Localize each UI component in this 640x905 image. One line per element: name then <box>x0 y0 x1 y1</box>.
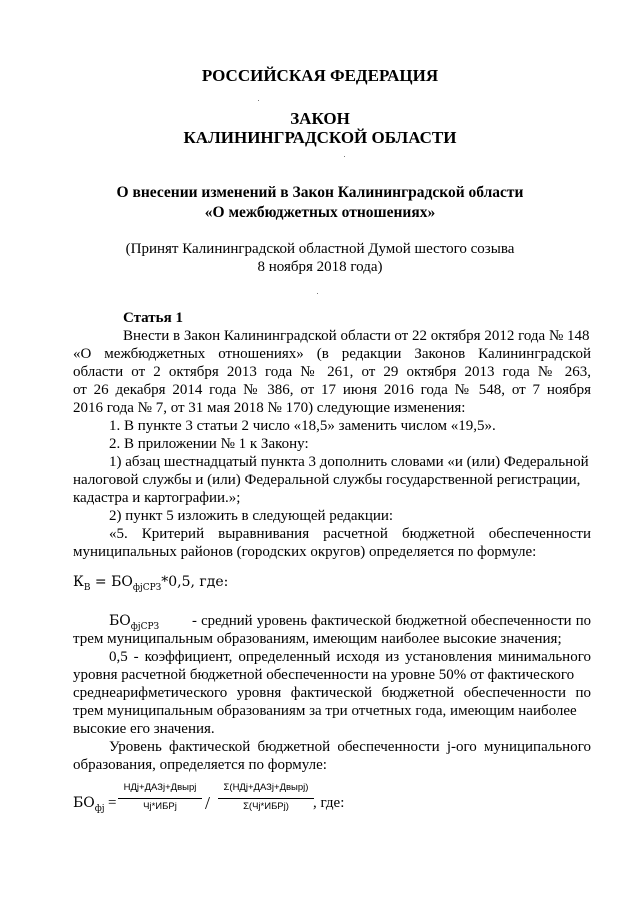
article-line: области от 2 октября 2013 года № 261, от 29 октября 2013 года № 263, <box>73 364 591 380</box>
scan-speck <box>258 100 259 101</box>
article-line: 1. В пункте 3 статьи 2 число «18,5» заменить числом «19,5». <box>109 418 496 434</box>
formula-bo-eq: = <box>108 795 117 811</box>
definition-line: образования, определяется по формуле: <box>73 757 327 773</box>
region-heading: КАЛИНИНГРАДСКОЙ ОБЛАСТИ <box>183 128 457 147</box>
definition-line: трем муниципальным образованиям за три отчетных года, имеющим наиболее <box>73 703 577 719</box>
definition-line: трем муниципальным образованиям, имеющим наиболее высокие значения; <box>73 631 562 647</box>
article-line: 1) абзац шестнадцатый пункта 3 дополнить словами «и (или) Федеральной <box>109 454 589 470</box>
article-line: 2. В приложении № 1 к Закону: <box>109 436 309 452</box>
article-line: Внести в Закон Калининградской области от 22 октября 2012 года № 148 <box>123 328 590 344</box>
formula-kv-rest: *0,5, где: <box>161 574 229 590</box>
formula-kv <box>73 574 228 593</box>
definition-line: уровня расчетной бюджетной обеспеченности на уровне 50% от фактического <box>73 667 575 683</box>
article-line: «5. Критерий выравнивания расчетной бюджетной обеспеченности <box>109 526 591 542</box>
definition-line: среднеарифметического уровня фактической бюджетной обеспеченности по <box>73 685 591 701</box>
formula-kv-eq: = БО <box>90 574 133 590</box>
law-heading: ЗАКОН <box>290 109 350 128</box>
fraction2-denominator: Σ(Чj*ИБРj) <box>243 801 289 812</box>
definition-line: Уровень фактической бюджетной обеспеченности j-ого муниципального <box>109 739 591 755</box>
definition-line: высокие его значения. <box>73 721 215 737</box>
formula-kv-lhs: К <box>73 574 84 590</box>
fraction2-bar <box>218 798 314 799</box>
adoption-note-line2: 8 ноября 2018 года) <box>257 259 383 275</box>
article-line: налоговой службы и (или) Федеральной службы государственной регистрации, <box>73 472 581 488</box>
scan-speck <box>317 293 318 294</box>
formula-bo-lhs-text: БО <box>73 795 95 811</box>
formula-kv-lhs-sub: В <box>83 582 91 593</box>
definition-line: - средний уровень фактической бюджетной обеспеченности по <box>192 613 591 629</box>
fraction1-denominator: Чj*ИБРj <box>143 801 177 812</box>
law-title-line2: «О межбюджетных отношениях» <box>204 204 436 221</box>
fraction1-numerator: НДj+ДАЗj+Двырj <box>123 782 197 793</box>
article-line: 2016 года № 7, от 31 мая 2018 № 170) следующие изменения: <box>73 400 466 416</box>
bo-symbol-sub: фjСРЗ <box>130 621 160 632</box>
article-line: кадастра и картографии.»; <box>73 490 241 506</box>
article-line: 2) пункт 5 изложить в следующей редакции: <box>109 508 394 524</box>
law-title-line1: О внесении изменений в Закон Калининградской области <box>116 184 524 201</box>
country-heading: РОССИЙСКАЯ ФЕДЕРАЦИЯ <box>201 66 439 85</box>
formula-bo-slash: / <box>205 793 211 813</box>
formula-bo-tail: , где: <box>313 795 345 811</box>
definition-line: 0,5 - коэффициент, определенный исходя из установления минимального <box>109 649 591 665</box>
article-line: от 26 декабря 2014 года № 386, от 17 июня 2016 года № 548, от 7 ноября <box>73 382 591 398</box>
formula-bo-lhs <box>73 795 105 814</box>
bo-symbol-text: БО <box>109 613 131 629</box>
fraction2-numerator: Σ(НДj+ДАЗj+Двырj) <box>223 782 309 793</box>
scan-speck <box>344 156 345 157</box>
fraction1-bar <box>118 798 202 799</box>
adoption-note-line1: (Принят Калининградской областной Думой шестого созыва <box>125 241 515 257</box>
formula-bo-lhs-sub: фj <box>94 803 105 814</box>
article-line: «О межбюджетных отношениях» (в редакции Законов Калининградской <box>73 346 591 362</box>
article-line: муниципальных районов (городских округов) определяется по формуле: <box>73 544 537 560</box>
article-heading: Статья 1 <box>123 310 183 326</box>
formula-kv-sub: фjСРЗ <box>132 582 162 593</box>
